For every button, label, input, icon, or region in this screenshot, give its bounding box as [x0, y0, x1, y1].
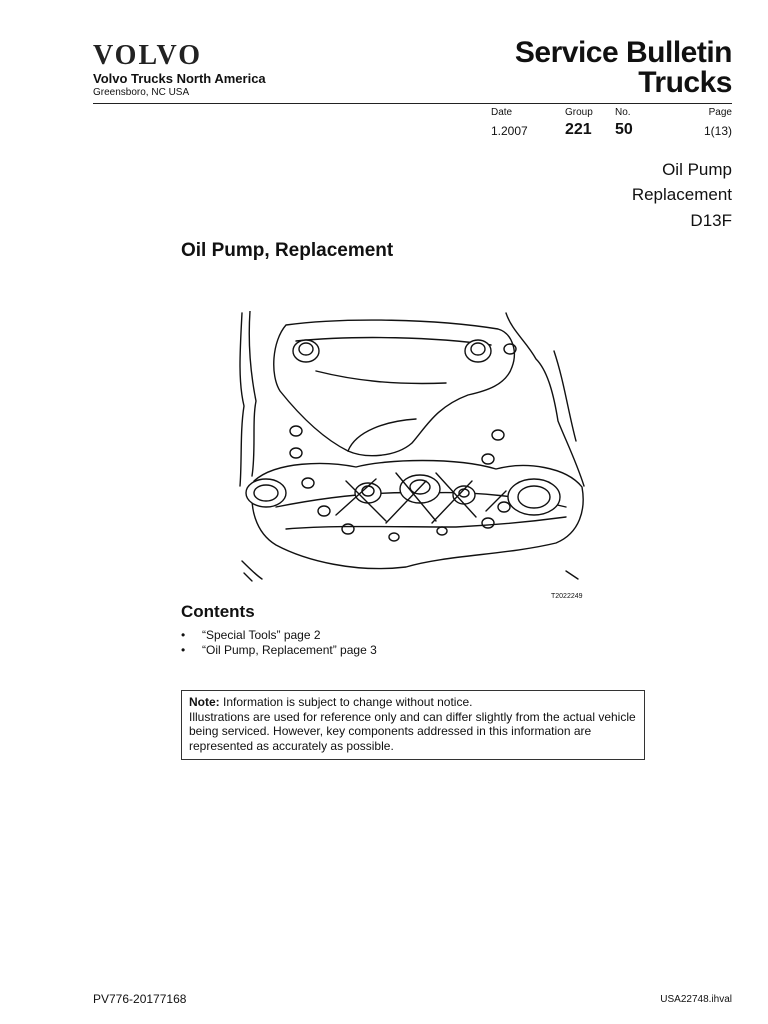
date-label: Date [491, 107, 513, 118]
subject-line-3: D13F [690, 211, 732, 230]
footer-doc-number: PV776-20177168 [93, 992, 187, 1006]
figure-code: T2022249 [551, 593, 583, 600]
note-first-line [189, 695, 636, 710]
company-name: Volvo Trucks North America [93, 71, 266, 86]
no-value: 50 [615, 121, 633, 138]
footer-file-id: USA22748.ihval [660, 994, 732, 1005]
contents-heading: Contents [181, 602, 255, 621]
note-box [181, 690, 645, 760]
group-label: Group [565, 107, 593, 118]
contents-item-special-tools[interactable]: • “Special Tools” page 2 [181, 628, 377, 643]
company-location: Greensboro, NC USA [93, 87, 190, 98]
note-label: Note: [189, 695, 220, 709]
subject-line-2: Replacement [631, 185, 732, 204]
volvo-logo: VOLVO [93, 40, 202, 71]
no-label: No. [615, 107, 631, 118]
group-value: 221 [565, 121, 592, 138]
page-value: 1(13) [703, 124, 732, 138]
contents-list [181, 628, 377, 658]
note-body: Illustrations are used for reference only and can differ slightly from the actual vehicle being serviced. However, key components addressed in this information are represented as accurately as possible. [189, 709, 636, 753]
page-label: Page [708, 107, 732, 118]
contents-item-oil-pump-replacement[interactable]: • “Oil Pump, Replacement” page 3 [181, 643, 377, 658]
oil-pump-illustration [236, 311, 588, 583]
subject-line-1: Oil Pump [662, 160, 732, 179]
header-rule [93, 103, 732, 104]
date-value: 1.2007 [491, 124, 528, 138]
bulletin-title: Service Bulletin [514, 36, 732, 69]
bulletin-subtitle: Trucks [638, 66, 732, 99]
document-title: Oil Pump, Replacement [181, 240, 394, 261]
note-line-1: Information is subject to change without notice. [219, 695, 473, 709]
